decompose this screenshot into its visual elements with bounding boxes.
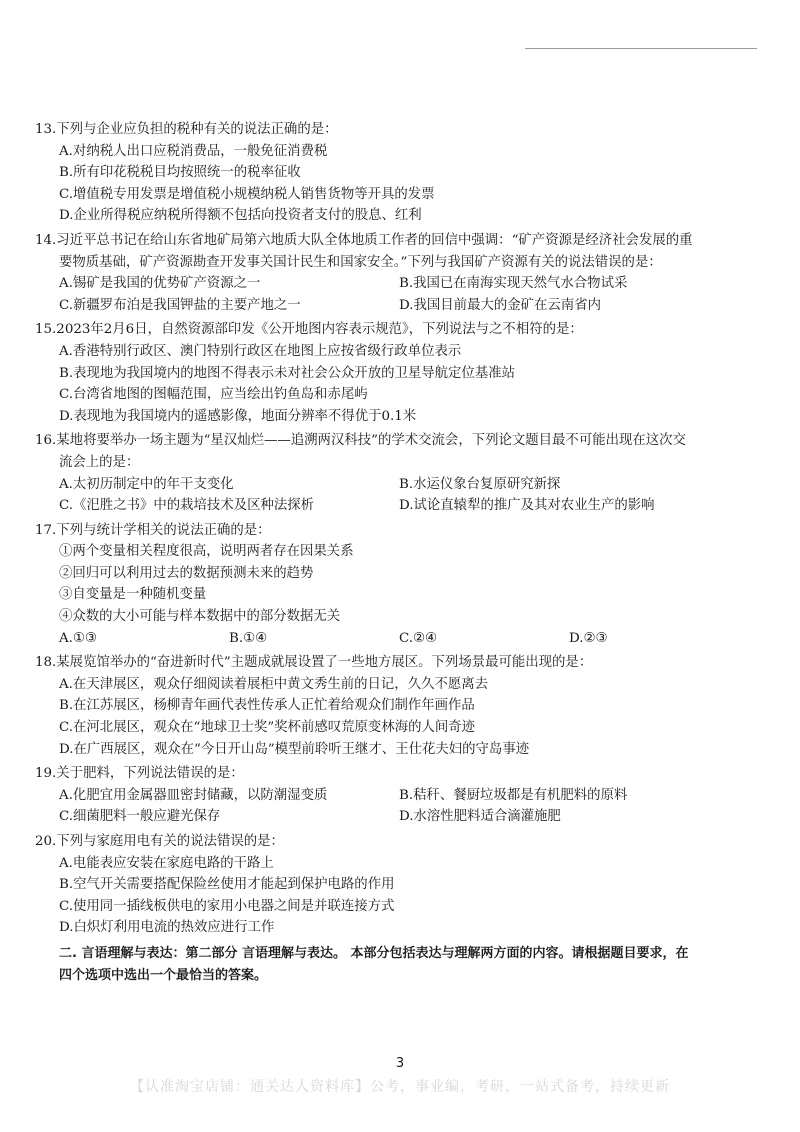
option-c: C.在河北展区，观众在“地球卫士奖”奖杯前感叹荒原变林海的人间奇迹	[59, 720, 476, 736]
question-20	[35, 831, 770, 939]
option-d: D.水溶性肥料适合滴灌施肥	[399, 809, 561, 825]
option-c: C.细菌肥料一般应避光保存	[59, 809, 221, 825]
option-a: A.①③	[59, 630, 97, 646]
option-a: A.香港特别行政区、澳门特别行政区在地图上应按省级行政单位表示	[59, 343, 462, 359]
question-16	[35, 430, 770, 516]
section-heading-line-1: 二. 言语理解与表达：第二部分 言语理解与表达。 本部分包括表达与理解两方面的内容。请根据题目要求，在	[59, 945, 689, 961]
question-stem: 13.下列与企业应负担的税种有关的说法正确的是：	[35, 122, 338, 137]
option-row	[35, 495, 770, 517]
option-b: B.①④	[229, 630, 268, 646]
statement-2: ②回归可以利用过去的数据预测未来的趋势	[59, 565, 314, 581]
option-a: A.太初历制定中的年干支变化	[59, 476, 234, 492]
option-row	[35, 474, 770, 496]
option-c: C.增值税专用发票是增值税小规模纳税人销售货物等开具的发票	[59, 186, 435, 202]
option-a: A.锡矿是我国的优势矿产资源之一	[59, 276, 261, 292]
option-a: A.化肥宜用金属器皿密封储藏，以防潮湿变质	[59, 787, 328, 803]
question-stem: 19.关于肥料，下列说法错误的是：	[35, 766, 244, 782]
question-17	[35, 520, 770, 650]
question-stem-continued: 要物质基础，矿产资源勘查开发事关国计民生和国家安全。”下列与我国矿产资源有关的说法错误的是：	[59, 254, 662, 270]
watermark-text: 【认准淘宝店铺：通关达人资料库】公考，事业编，考研，一站式备考，持续更新	[130, 1079, 670, 1095]
option-a: A.在天津展区，观众仔细阅读着展柜中黄文秀生前的日记，久久不愿离去	[59, 676, 489, 692]
option-d: D.在广西展区，观众在“今日开山岛”模型前聆听王继才、王仕花夫妇的守岛事迹	[59, 741, 530, 757]
question-stem: 18.某展览馆举办的“奋进新时代”主题成就展设置了一些地方展区。下列场景最可能出现的是：	[35, 655, 593, 671]
statement-1: ①两个变量相关程度很高，说明两者存在因果关系	[59, 544, 354, 560]
option-row	[35, 273, 770, 295]
section-heading	[35, 943, 770, 987]
question-stem: 15.2023年2月6日，自然资源部印发《公开地图内容表示规范》，下列说法与之不相符的是：	[35, 322, 583, 338]
option-b: B.我国已在南海实现天然气水合物试采	[399, 276, 628, 292]
question-15	[35, 319, 770, 427]
section-heading-line-2: 四个选项中选出一个最恰当的答案。	[59, 967, 268, 983]
option-d: D.试论直辕犁的推广及其对农业生产的影响	[399, 498, 655, 514]
option-c: C.台湾省地图的图幅范围，应当绘出钓鱼岛和赤尾屿	[59, 387, 368, 403]
option-d: D.企业所得税应纳税所得额不包括向投资者支付的股息、红利	[59, 208, 422, 224]
option-c: C.《汜胜之书》中的栽培技术及区种法探析	[59, 498, 315, 514]
option-c: C.②④	[399, 630, 438, 646]
header-rule	[525, 48, 757, 49]
question-stem: 17.下列与统计学相关的说法正确的是：	[35, 522, 271, 538]
option-b: B.表现地为我国境内的地图不得表示未对社会公众开放的卫星导航定位基准站	[59, 365, 515, 381]
page-number: 3	[395, 1056, 405, 1071]
option-b: B.秸秆、餐厨垃圾都是有机肥料的原料	[399, 787, 628, 803]
option-b: B.所有印花税税目均按照统一的税率征收	[59, 165, 301, 181]
question-stem: 14.习近平总书记在给山东省地矿局第六地质大队全体地质工作者的回信中强调：“矿产资源是经济社会发展的重	[35, 232, 693, 248]
question-19	[35, 763, 770, 828]
question-stem: 16.某地将要举办一场主题为“星汉灿烂——追溯两汉科技”的学术交流会，下列论文题目最不可能出现在这次交	[35, 433, 686, 449]
option-c: C.使用同一插线板供电的家用小电器之间是并联连接方式	[59, 898, 395, 914]
option-d: D.白炽灯利用电流的热效应进行工作	[59, 920, 275, 936]
question-stem-continued: 流会上的是：	[59, 454, 140, 470]
question-list	[35, 119, 770, 987]
option-b: B.空气开关需要搭配保险丝使用才能起到保护电路的作用	[59, 877, 395, 893]
question-18	[35, 652, 770, 760]
option-b: B.在江苏展区，杨柳青年画代表性传承人正忙着给观众们制作年画作品	[59, 698, 475, 714]
option-row	[35, 785, 770, 807]
option-a: A.电能表应安装在家庭电路的干路上	[59, 855, 274, 871]
option-d: D.我国目前最大的金矿在云南省内	[399, 297, 601, 313]
option-a: A.对纳税人出口应税消费品，一般免征消费税	[59, 143, 328, 159]
option-c: C.新疆罗布泊是我国钾盐的主要产地之一	[59, 297, 301, 313]
option-row	[35, 295, 770, 317]
option-b: B.水运仪象台复原研究新探	[399, 476, 561, 492]
option-row	[35, 628, 770, 650]
option-d: D.②③	[569, 630, 608, 646]
question-14	[35, 230, 770, 316]
option-d: D.表现地为我国境内的遥感影像，地面分辨率不得优于0.1米	[59, 408, 417, 424]
question-13	[35, 119, 770, 227]
statement-3: ③自变量是一种随机变量	[59, 587, 207, 603]
statement-4: ④众数的大小可能与样本数据中的部分数据无关	[59, 609, 341, 625]
option-row	[35, 806, 770, 828]
question-stem: 20.下列与家庭用电有关的说法错误的是：	[35, 834, 284, 849]
